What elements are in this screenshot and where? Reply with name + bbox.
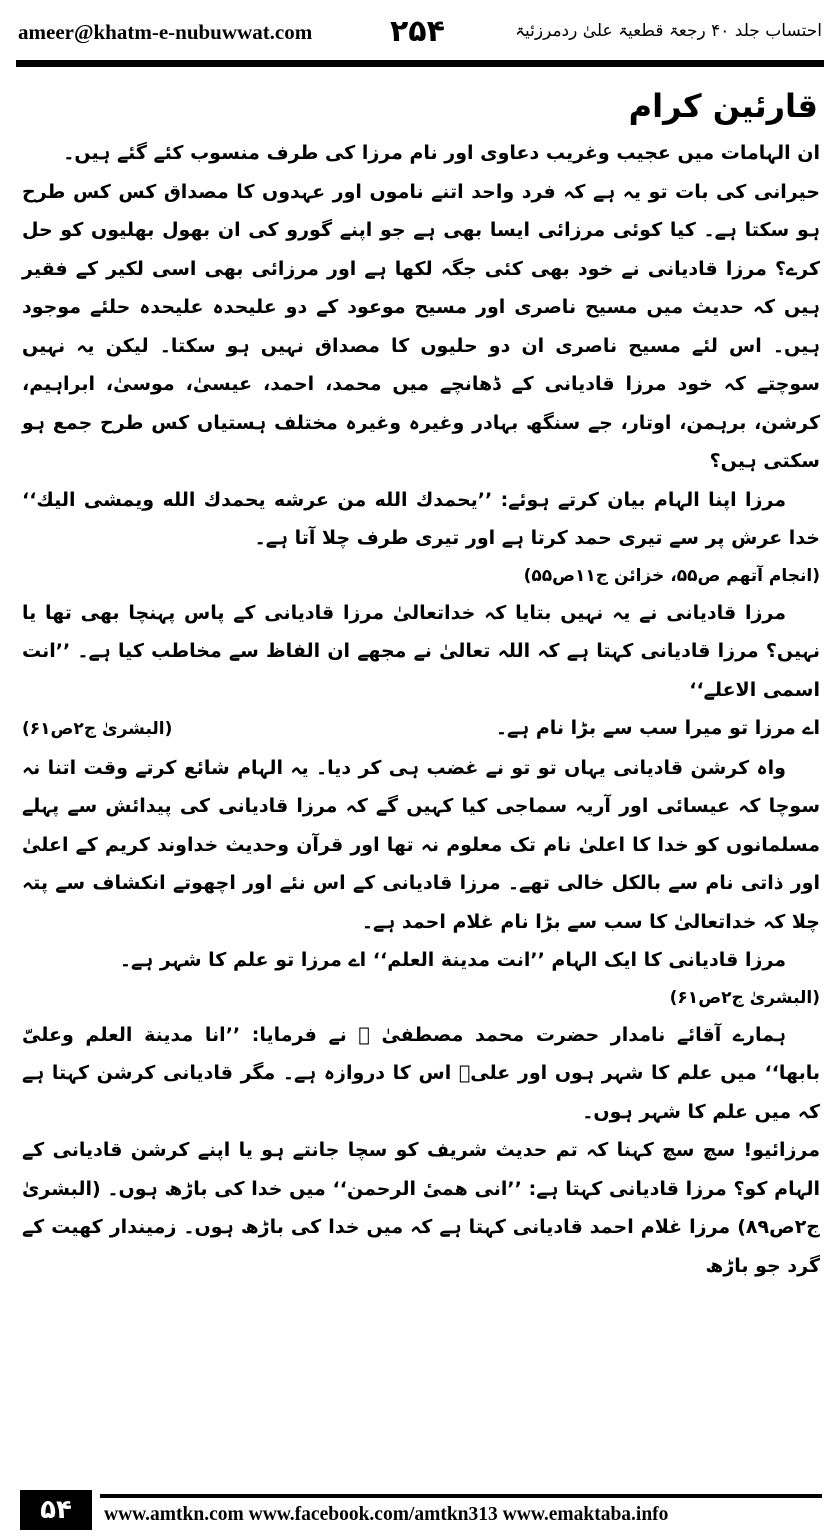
page-header (12, 6, 828, 50)
header-email: ameer@khatm-e-nubuwwat.com (18, 20, 313, 44)
paragraph: ان الہامات میں عجیب وغریب دعاوی اور نام مرزا کی طرف منسوب کئے گئے ہیں۔ (63, 142, 820, 164)
paragraph: ہمارے آقائے نامدار حضرت محمد مصطفیٰ ﷺ نے فرمایا: ’’انا مدینة العلم وعلیّ بابها‘‘ میں علم کا شہر ہوں اور علیؓ اس کا دروازہ ہے۔ مگر قادیانی کرشن کہتا ہے کہ میں علم کا شہر ہوں۔ (22, 1023, 820, 1123)
line-with-reference (22, 709, 820, 749)
paragraph: مرزا قادیانی کا ایک الہام ’’انت مدینة العلم‘‘ اے مرزا تو علم کا شہر ہے۔ (119, 949, 786, 971)
page-footer (20, 1490, 822, 1534)
footer-rule (100, 1494, 822, 1498)
paragraph: مرزائیو! سچ سچ کہنا کہ تم حدیث شریف کو سچا جانتے ہو یا اپنے کرشن قادیانی کے الہام کو؟ مرزا قادیانی کہتا ہے: ’’انی همیٔ الرحمن‘‘ میں خدا کی باڑھ ہوں۔ (البشریٰ ج۲ص۸۹) مرزا غلام احمد قادیانی کہتا ہے کہ میں خدا کی باڑھ ہوں۔ زمیندار کھیت کے گرد جو باڑھ (22, 1139, 820, 1277)
reference-citation: (البشریٰ ج۲ص۶۱) (669, 987, 820, 1008)
paragraph: واہ کرشن قادیانی یہاں تو تو نے غضب ہی کر دیا۔ یہ الہام شائع کرتے وقت اتنا نہ سوچا کہ عیسائی اور آریہ سماجی کیا کہیں گے کہ مرزا قادیانی کی پیدائش سے پہلے مسلمانوں کو خدا کا اعلیٰ نام تک معلوم نہ تھا اور قرآن وحدیث خداوند کریم کے اعلیٰ اور ذاتی نام سے بالکل خالی تھے۔ مرزا قادیانی کے اس نئے اور اچھوتے انکشاف سے پتہ چلا کہ خداتعالیٰ کا سب سے بڑا نام غلام احمد ہے۔ (22, 756, 820, 933)
header-rule (16, 60, 824, 67)
paragraph: مرزا اپنا الہام بیان کرتے ہوئے: ’’یحمدك الله من عرشه یحمدك الله ویمشی الیك‘‘ خدا عرش پر سے تیری حمد کرتا ہے اور تیری طرف چلا آتا ہے۔ (22, 488, 820, 549)
footer-page-number: ۵۴ (20, 1490, 92, 1530)
header-page-number: ۲۵۴ (390, 14, 445, 49)
header-book-title: احتساب جلد ۴۰ رجعۃ قطعیۃ علیٰ ردمرزئیۃ (515, 21, 822, 41)
paragraph: مرزا قادیانی نے یہ نہیں بتایا کہ خداتعالیٰ مرزا قادیانی کے پاس پہنچا بھی تھا یا نہیں؟ مرزا قادیانی کہتا ہے کہ اللہ تعالیٰ نے مجھے ان الفاظ سے مخاطب کیا ہے۔ ’’انت اسمی الاعلے‘‘ (22, 601, 820, 701)
reference-citation: (البشریٰ ج۲ص۶۱) (22, 719, 173, 739)
footer-links[interactable]: www.amtkn.com www.facebook.com/amtkn313 www.emaktaba.info (104, 1504, 669, 1525)
section-heading: قارئین کرام (628, 87, 818, 125)
line-text: اے مرزا تو میرا سب سے بڑا نام ہے۔ (495, 717, 820, 739)
page-body (22, 82, 820, 1285)
reference-citation: (انجام آتھم ص۵۵، خزائن ج۱۱ص۵۵) (523, 565, 820, 586)
paragraph: حیرانی کی بات تو یہ ہے کہ فرد واحد اتنے ناموں اور عہدوں کا مصداق کس کس طرح ہو سکتا ہے۔ کیا کوئی مرزائی ایسا بھی ہے جو اپنے گورو کی ان بھول بھلیوں کو حل کرے؟ مرزا قادیانی نے خود بھی کئی جگہ لکھا ہے اور مرزائی بھی اسی لکیر کے فقیر ہیں کہ حدیث میں مسیح ناصری اور مسیح موعود کے دو علیحدہ علیحدہ حلئے موجود ہیں۔ اس لئے مسیح ناصری ان دو حلیوں کا مصداق نہیں ہو سکتا۔ لیکن یہ نہیں سوچتے کہ خود مرزا قادیانی کے ڈھانچے میں محمد، احمد، عیسیٰ، موسیٰ، ابراہیم، کرشن، برہمن، اوتار، جے سنگھ بہادر وغیرہ وغیرہ مختلف ہستیاں کس طرح جمع ہو سکتی ہیں؟ (22, 180, 820, 472)
